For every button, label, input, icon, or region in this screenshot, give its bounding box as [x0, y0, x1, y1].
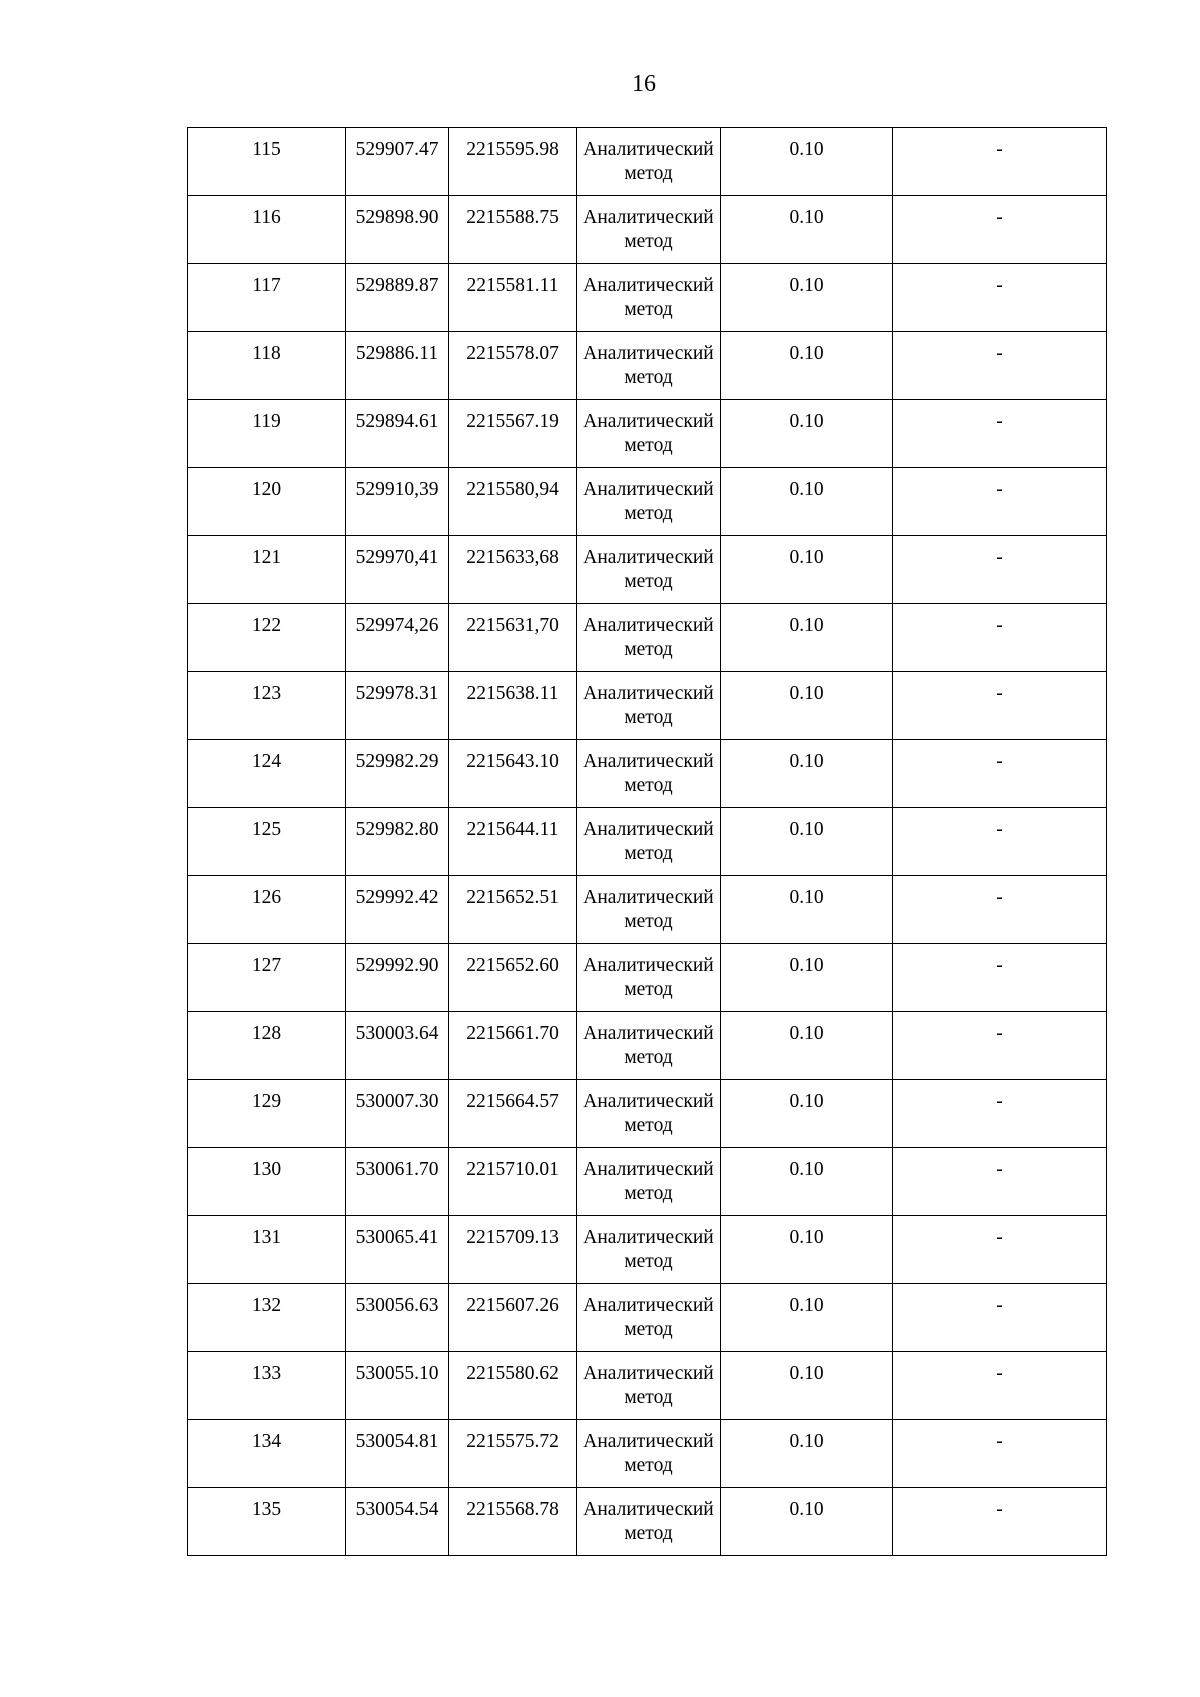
method-cell — [577, 264, 721, 332]
y-coordinate-cell: 2215567.19 — [449, 400, 577, 468]
note-cell: - — [893, 536, 1107, 604]
accuracy-cell: 0.10 — [721, 536, 893, 604]
x-coordinate-cell: 529982.29 — [346, 740, 449, 808]
method-cell — [577, 944, 721, 1012]
y-coordinate-cell: 2215664.57 — [449, 1080, 577, 1148]
note-cell: - — [893, 876, 1107, 944]
table-row — [188, 604, 1107, 672]
method-cell — [577, 468, 721, 536]
y-coordinate-cell: 2215638.11 — [449, 672, 577, 740]
x-coordinate-cell: 530003.64 — [346, 1012, 449, 1080]
note-cell: - — [893, 808, 1107, 876]
table-row — [188, 1216, 1107, 1284]
method-label-line2: метод — [624, 1387, 673, 1408]
point-number-cell: 120 — [188, 468, 346, 536]
accuracy-cell: 0.10 — [721, 944, 893, 1012]
accuracy-cell: 0.10 — [721, 1216, 893, 1284]
accuracy-cell: 0.10 — [721, 1148, 893, 1216]
point-number-cell: 115 — [188, 128, 346, 196]
note-cell: - — [893, 1284, 1107, 1352]
point-number-cell: 126 — [188, 876, 346, 944]
table-row — [188, 1284, 1107, 1352]
coordinates-table-body — [188, 128, 1107, 1556]
y-coordinate-cell: 2215588.75 — [449, 196, 577, 264]
method-label-line1: Аналитический — [583, 887, 714, 908]
method-label-line1: Аналитический — [583, 547, 714, 568]
accuracy-cell: 0.10 — [721, 876, 893, 944]
point-number-cell: 116 — [188, 196, 346, 264]
page-number: 16 — [632, 71, 656, 97]
x-coordinate-cell: 530056.63 — [346, 1284, 449, 1352]
method-label-line1: Аналитический — [583, 479, 714, 500]
x-coordinate-cell: 529894.61 — [346, 400, 449, 468]
note-cell: - — [893, 604, 1107, 672]
table-row — [188, 264, 1107, 332]
point-number-cell: 132 — [188, 1284, 346, 1352]
x-coordinate-cell: 529889.87 — [346, 264, 449, 332]
coordinates-table — [187, 127, 1107, 1556]
note-cell: - — [893, 332, 1107, 400]
y-coordinate-cell: 2215709.13 — [449, 1216, 577, 1284]
table-row — [188, 536, 1107, 604]
note-cell: - — [893, 1216, 1107, 1284]
method-label-line1: Аналитический — [583, 343, 714, 364]
y-coordinate-cell: 2215661.70 — [449, 1012, 577, 1080]
method-cell — [577, 672, 721, 740]
method-cell — [577, 604, 721, 672]
x-coordinate-cell: 529910,39 — [346, 468, 449, 536]
table-row — [188, 468, 1107, 536]
table-row — [188, 196, 1107, 264]
method-label-line2: метод — [624, 299, 673, 320]
note-cell: - — [893, 1420, 1107, 1488]
point-number-cell: 123 — [188, 672, 346, 740]
method-cell — [577, 740, 721, 808]
method-label-line1: Аналитический — [583, 1363, 714, 1384]
x-coordinate-cell: 529992.42 — [346, 876, 449, 944]
method-cell — [577, 1216, 721, 1284]
table-row — [188, 400, 1107, 468]
table-row — [188, 740, 1107, 808]
point-number-cell: 125 — [188, 808, 346, 876]
table-row — [188, 128, 1107, 196]
y-coordinate-cell: 2215633,68 — [449, 536, 577, 604]
x-coordinate-cell: 529974,26 — [346, 604, 449, 672]
y-coordinate-cell: 2215631,70 — [449, 604, 577, 672]
method-label-line1: Аналитический — [583, 1159, 714, 1180]
method-cell — [577, 1420, 721, 1488]
table-row — [188, 1488, 1107, 1556]
accuracy-cell: 0.10 — [721, 1420, 893, 1488]
x-coordinate-cell: 529898.90 — [346, 196, 449, 264]
accuracy-cell: 0.10 — [721, 196, 893, 264]
x-coordinate-cell: 530055.10 — [346, 1352, 449, 1420]
method-label-line1: Аналитический — [583, 955, 714, 976]
x-coordinate-cell: 530054.81 — [346, 1420, 449, 1488]
y-coordinate-cell: 2215652.60 — [449, 944, 577, 1012]
method-label-line1: Аналитический — [583, 1227, 714, 1248]
note-cell: - — [893, 400, 1107, 468]
method-label-line2: метод — [624, 1455, 673, 1476]
method-cell — [577, 128, 721, 196]
method-label-line2: метод — [624, 707, 673, 728]
y-coordinate-cell: 2215580,94 — [449, 468, 577, 536]
accuracy-cell: 0.10 — [721, 808, 893, 876]
x-coordinate-cell: 529907.47 — [346, 128, 449, 196]
accuracy-cell: 0.10 — [721, 604, 893, 672]
note-cell: - — [893, 1012, 1107, 1080]
table-row — [188, 1352, 1107, 1420]
method-label-line1: Аналитический — [583, 207, 714, 228]
method-label-line2: метод — [624, 1319, 673, 1340]
y-coordinate-cell: 2215710.01 — [449, 1148, 577, 1216]
method-label-line1: Аналитический — [583, 1431, 714, 1452]
table-row — [188, 672, 1107, 740]
accuracy-cell: 0.10 — [721, 672, 893, 740]
x-coordinate-cell: 529992.90 — [346, 944, 449, 1012]
accuracy-cell: 0.10 — [721, 1352, 893, 1420]
method-cell — [577, 1352, 721, 1420]
method-label-line1: Аналитический — [583, 1023, 714, 1044]
table-row — [188, 1148, 1107, 1216]
method-label-line2: метод — [624, 435, 673, 456]
note-cell: - — [893, 196, 1107, 264]
method-label-line1: Аналитический — [583, 275, 714, 296]
note-cell: - — [893, 128, 1107, 196]
note-cell: - — [893, 1352, 1107, 1420]
accuracy-cell: 0.10 — [721, 332, 893, 400]
accuracy-cell: 0.10 — [721, 264, 893, 332]
point-number-cell: 117 — [188, 264, 346, 332]
x-coordinate-cell: 530061.70 — [346, 1148, 449, 1216]
x-coordinate-cell: 529886.11 — [346, 332, 449, 400]
point-number-cell: 134 — [188, 1420, 346, 1488]
x-coordinate-cell: 529970,41 — [346, 536, 449, 604]
point-number-cell: 127 — [188, 944, 346, 1012]
method-label-line1: Аналитический — [583, 1295, 714, 1316]
point-number-cell: 129 — [188, 1080, 346, 1148]
method-label-line2: метод — [624, 231, 673, 252]
x-coordinate-cell: 530065.41 — [346, 1216, 449, 1284]
point-number-cell: 135 — [188, 1488, 346, 1556]
note-cell: - — [893, 944, 1107, 1012]
table-row — [188, 1420, 1107, 1488]
method-label-line1: Аналитический — [583, 411, 714, 432]
method-label-line1: Аналитический — [583, 683, 714, 704]
method-label-line1: Аналитический — [583, 615, 714, 636]
table-row — [188, 876, 1107, 944]
accuracy-cell: 0.10 — [721, 128, 893, 196]
method-cell — [577, 196, 721, 264]
method-cell — [577, 876, 721, 944]
y-coordinate-cell: 2215580.62 — [449, 1352, 577, 1420]
method-cell — [577, 808, 721, 876]
point-number-cell: 130 — [188, 1148, 346, 1216]
method-label-line2: метод — [624, 503, 673, 524]
method-label-line2: метод — [624, 639, 673, 660]
accuracy-cell: 0.10 — [721, 1012, 893, 1080]
method-cell — [577, 332, 721, 400]
y-coordinate-cell: 2215568.78 — [449, 1488, 577, 1556]
method-label-line1: Аналитический — [583, 819, 714, 840]
point-number-cell: 133 — [188, 1352, 346, 1420]
method-label-line2: метод — [624, 571, 673, 592]
note-cell: - — [893, 1488, 1107, 1556]
method-label-line1: Аналитический — [583, 1091, 714, 1112]
accuracy-cell: 0.10 — [721, 740, 893, 808]
point-number-cell: 128 — [188, 1012, 346, 1080]
point-number-cell: 121 — [188, 536, 346, 604]
accuracy-cell: 0.10 — [721, 1284, 893, 1352]
accuracy-cell: 0.10 — [721, 1488, 893, 1556]
y-coordinate-cell: 2215643.10 — [449, 740, 577, 808]
method-cell — [577, 400, 721, 468]
y-coordinate-cell: 2215644.11 — [449, 808, 577, 876]
method-label-line1: Аналитический — [583, 139, 714, 160]
accuracy-cell: 0.10 — [721, 1080, 893, 1148]
point-number-cell: 122 — [188, 604, 346, 672]
note-cell: - — [893, 672, 1107, 740]
point-number-cell: 124 — [188, 740, 346, 808]
method-label-line2: метод — [624, 1183, 673, 1204]
point-number-cell: 118 — [188, 332, 346, 400]
accuracy-cell: 0.10 — [721, 400, 893, 468]
y-coordinate-cell: 2215581.11 — [449, 264, 577, 332]
method-label-line2: метод — [624, 1251, 673, 1272]
method-cell — [577, 1148, 721, 1216]
method-cell — [577, 1284, 721, 1352]
y-coordinate-cell: 2215607.26 — [449, 1284, 577, 1352]
method-label-line2: метод — [624, 163, 673, 184]
note-cell: - — [893, 468, 1107, 536]
y-coordinate-cell: 2215652.51 — [449, 876, 577, 944]
y-coordinate-cell: 2215575.72 — [449, 1420, 577, 1488]
table-row — [188, 808, 1107, 876]
y-coordinate-cell: 2215578.07 — [449, 332, 577, 400]
method-label-line2: метод — [624, 367, 673, 388]
method-label-line2: метод — [624, 1523, 673, 1544]
x-coordinate-cell: 530054.54 — [346, 1488, 449, 1556]
method-label-line2: метод — [624, 843, 673, 864]
note-cell: - — [893, 1080, 1107, 1148]
table-row — [188, 332, 1107, 400]
note-cell: - — [893, 740, 1107, 808]
method-label-line2: метод — [624, 911, 673, 932]
method-label-line2: метод — [624, 775, 673, 796]
method-cell — [577, 1012, 721, 1080]
method-cell — [577, 1080, 721, 1148]
table-row — [188, 1080, 1107, 1148]
method-label-line2: метод — [624, 1115, 673, 1136]
note-cell: - — [893, 1148, 1107, 1216]
y-coordinate-cell: 2215595.98 — [449, 128, 577, 196]
x-coordinate-cell: 530007.30 — [346, 1080, 449, 1148]
method-label-line2: метод — [624, 979, 673, 1000]
table-row — [188, 944, 1107, 1012]
table-row — [188, 1012, 1107, 1080]
method-cell — [577, 536, 721, 604]
note-cell: - — [893, 264, 1107, 332]
method-label-line1: Аналитический — [583, 751, 714, 772]
x-coordinate-cell: 529978.31 — [346, 672, 449, 740]
accuracy-cell: 0.10 — [721, 468, 893, 536]
x-coordinate-cell: 529982.80 — [346, 808, 449, 876]
method-label-line1: Аналитический — [583, 1499, 714, 1520]
point-number-cell: 131 — [188, 1216, 346, 1284]
point-number-cell: 119 — [188, 400, 346, 468]
method-cell — [577, 1488, 721, 1556]
method-label-line2: метод — [624, 1047, 673, 1068]
